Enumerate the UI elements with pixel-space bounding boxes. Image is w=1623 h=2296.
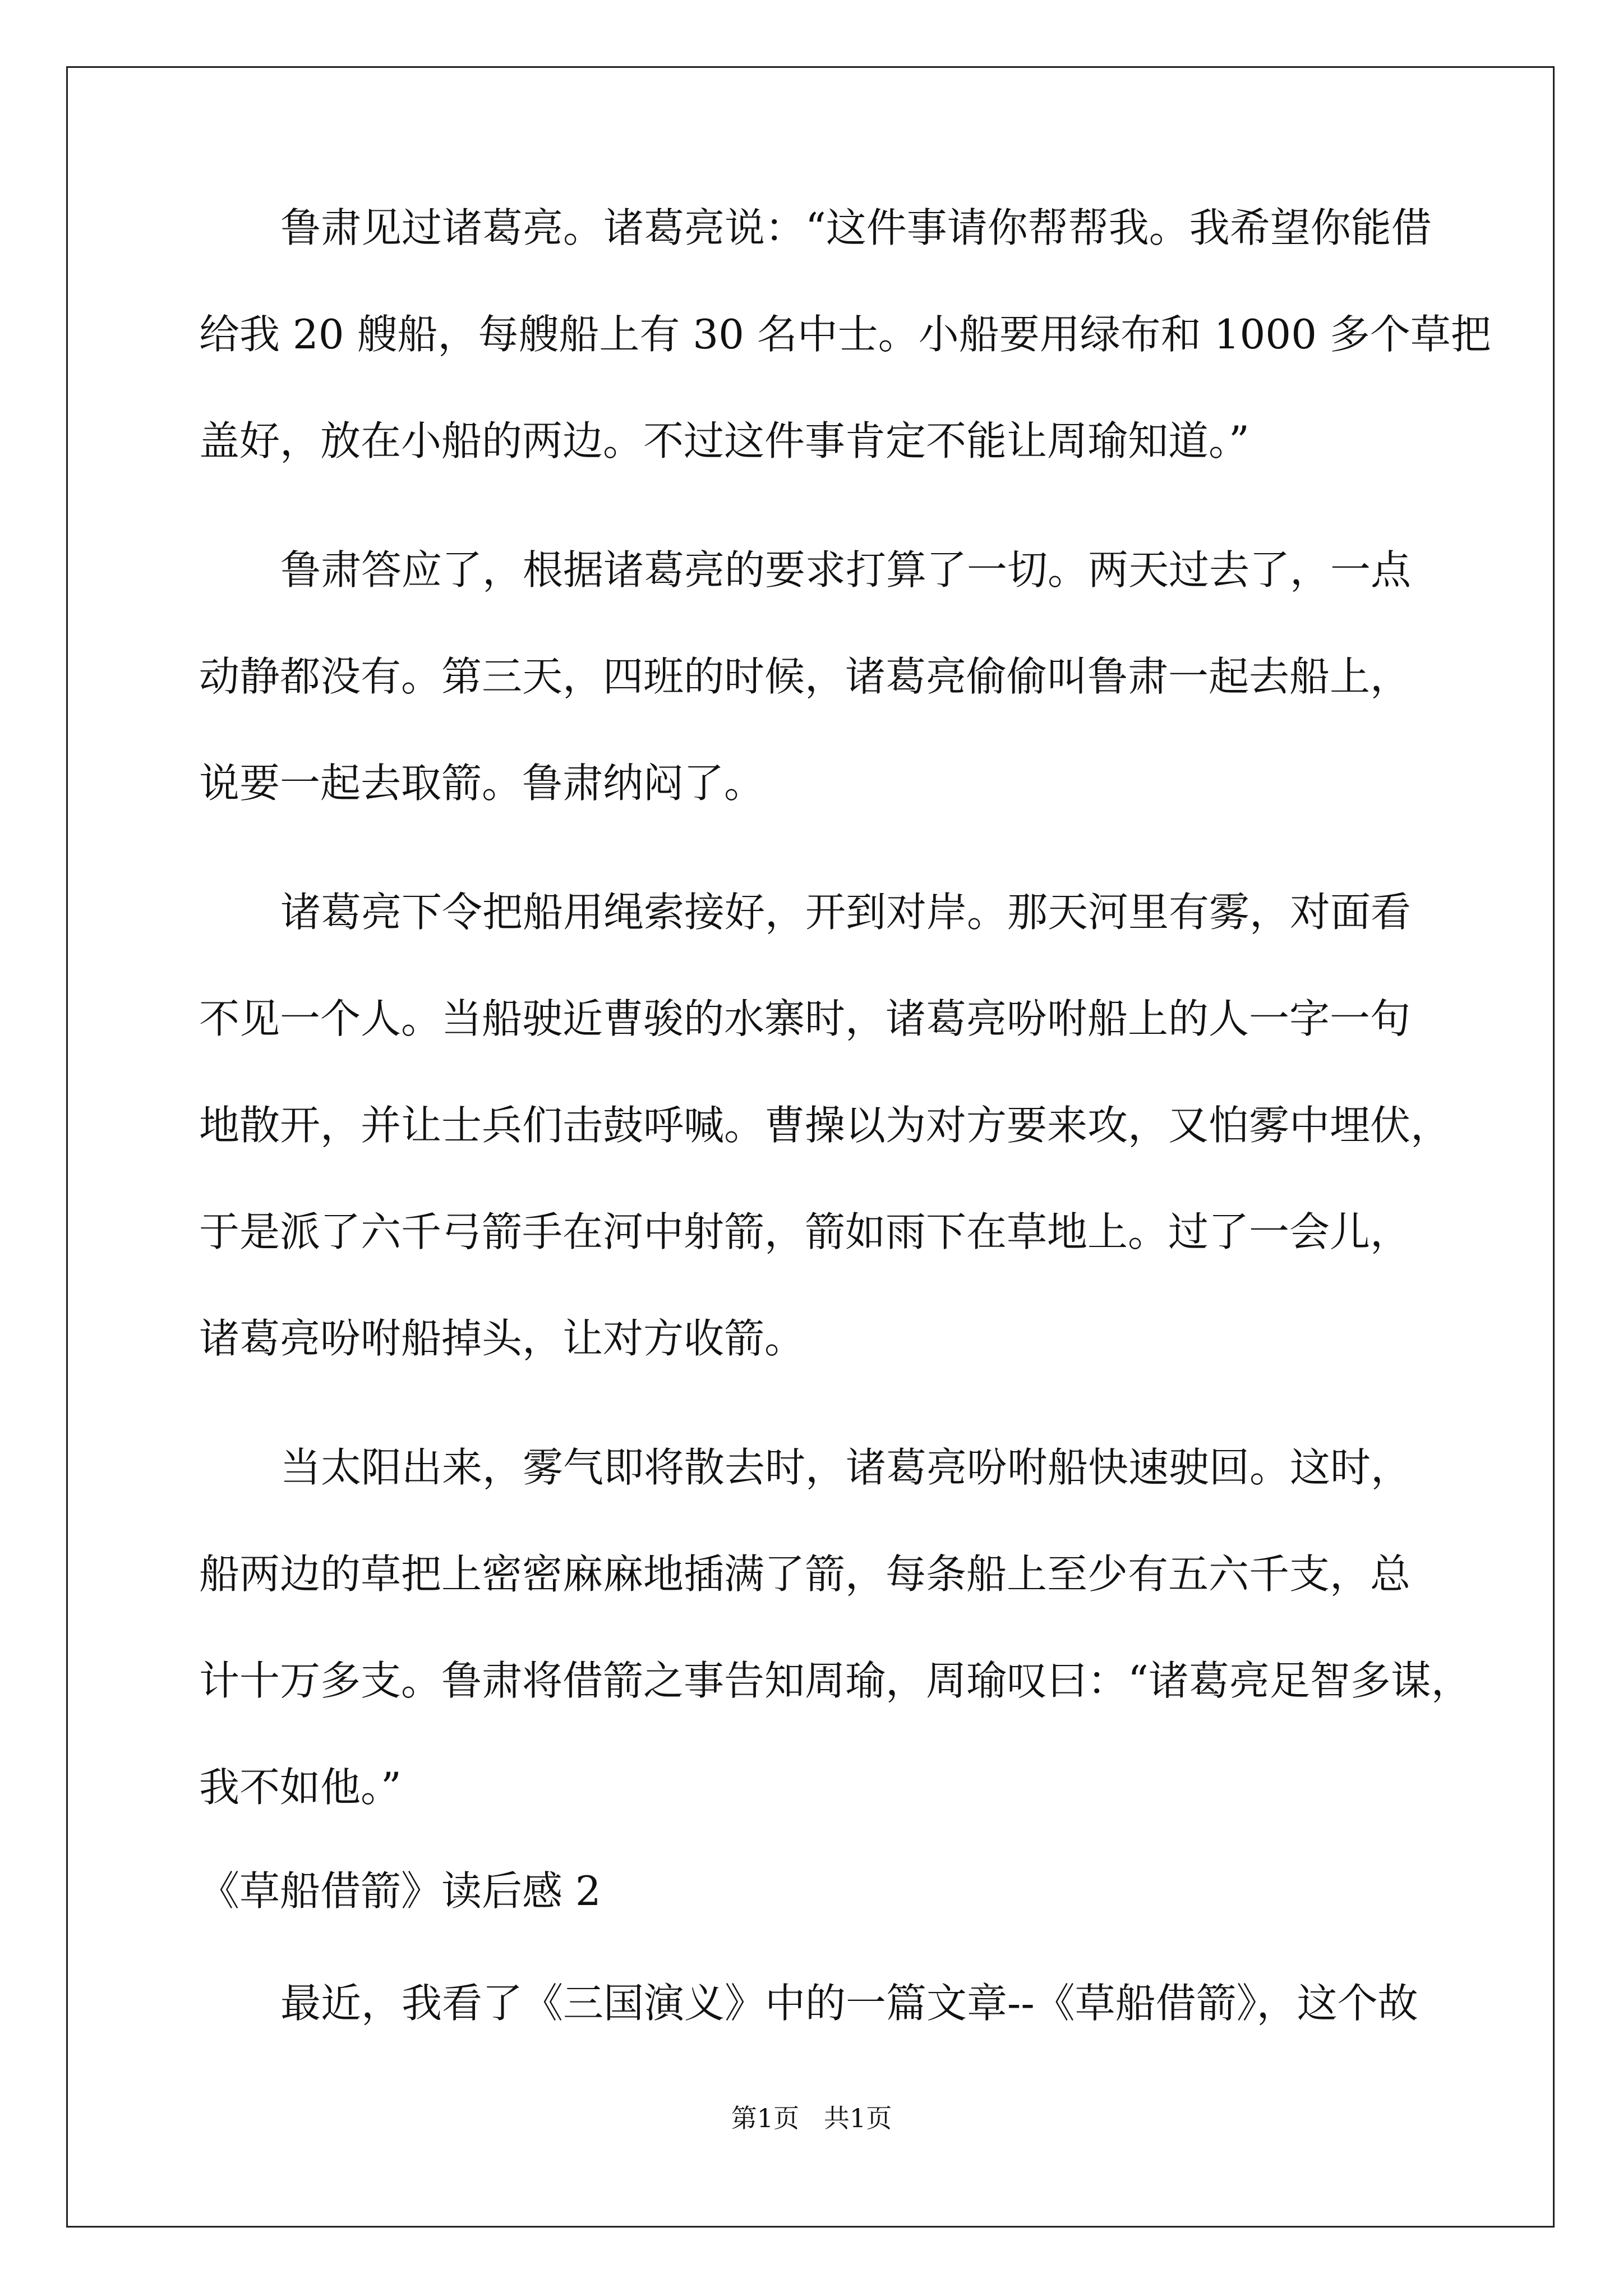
paragraph-2-line-1: 鲁肃答应了，根据诸葛亮的要求打算了一切。两天过去了，一点 — [280, 546, 1412, 593]
paragraph-3-line-4: 于是派了六千弓箭手在河中射箭，箭如雨下在草地上。过了一会儿， — [199, 1208, 1411, 1255]
paragraph-3-line-1: 诸葛亮下令把船用绳索接好，开到对岸。那天河里有雾，对面看 — [280, 889, 1412, 936]
page-footer: 第1页 共1页 — [731, 2103, 892, 2133]
paragraph-3-line-3: 地散开，并让士兵们击鼓呼喊。曹操以为对方要来攻，又怕雾中埋伏， — [199, 1102, 1451, 1149]
paragraph-3-line-5: 诸葛亮吩咐船掉头，让对方收箭。 — [199, 1315, 805, 1362]
paragraph-1-line-3: 盖好，放在小船的两边。不过这件事肯定不能让周瑜知道。” — [199, 417, 1249, 464]
paragraph-4-line-1: 当太阳出来，雾气即将散去时，诸葛亮吩咐船快速驶回。这时， — [280, 1444, 1412, 1491]
paragraph-3-line-2: 不见一个人。当船驶近曹骏的水寨时，诸葛亮吩咐船上的人一字一句 — [199, 995, 1411, 1042]
paragraph-4-line-4: 我不如他。” — [199, 1764, 402, 1811]
paragraph-2-line-3: 说要一起去取箭。鲁肃纳闷了。 — [199, 760, 765, 807]
paragraph-2-line-2: 动静都没有。第三天，四班的时候，诸葛亮偷偷叫鲁肃一起去船上， — [199, 653, 1411, 700]
paragraph-1-line-2: 给我 20 艘船，每艘船上有 30 名中士。小船要用绿布和 1000 多个草把 — [199, 311, 1491, 358]
paragraph-5-line-1: 最近，我看了《三国演义》中的一篇文章--《草船借箭》，这个故 — [280, 1980, 1418, 2027]
paragraph-4-line-3: 计十万多支。鲁肃将借箭之事告知周瑜，周瑜叹曰：“诸葛亮足智多谋， — [199, 1657, 1472, 1704]
paragraph-4-line-2: 船两边的草把上密密麻麻地插满了箭，每条船上至少有五六千支，总 — [199, 1550, 1411, 1598]
section-heading: 《草船借箭》读后感 2 — [199, 1867, 601, 1915]
paragraph-1-line-1: 鲁肃见过诸葛亮。诸葛亮说：“这件事请你帮帮我。我希望你能借 — [280, 204, 1432, 251]
